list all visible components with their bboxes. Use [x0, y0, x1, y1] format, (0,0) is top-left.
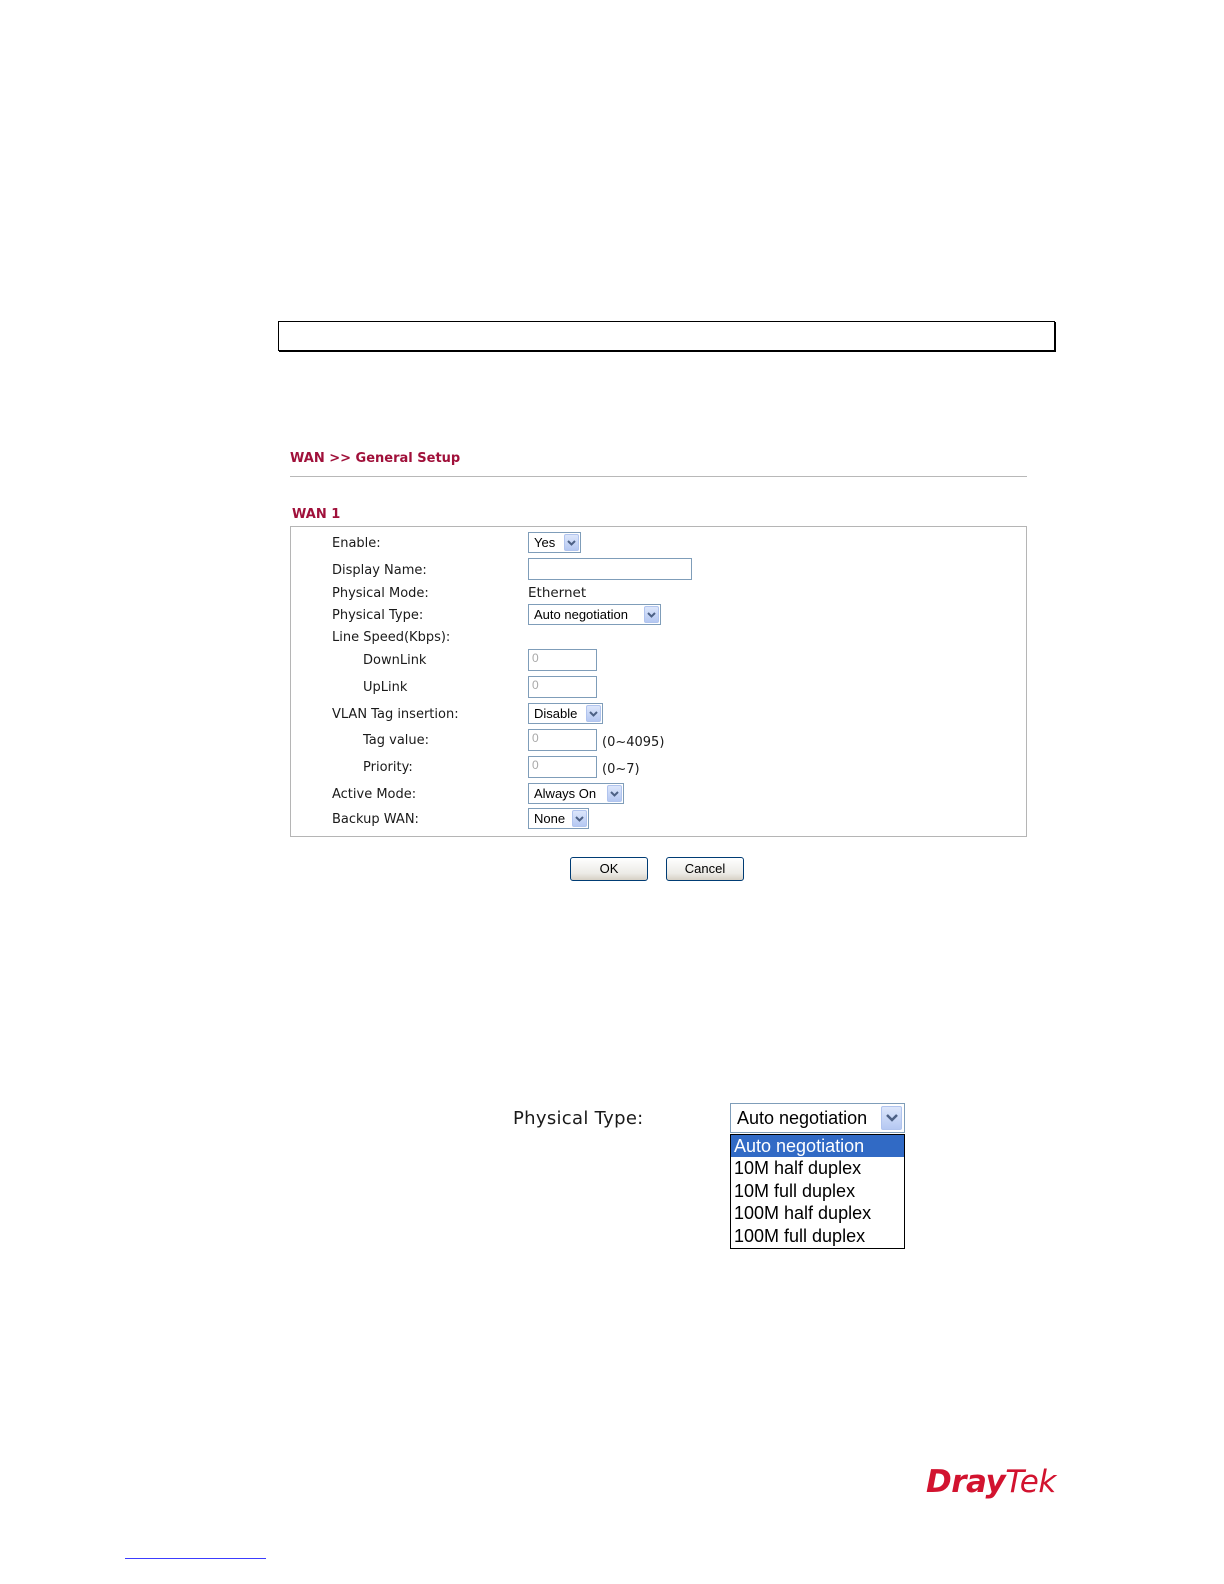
physical-mode-label: Physical Mode:: [332, 586, 429, 601]
priority-input[interactable]: 0: [528, 756, 597, 778]
active-mode-value: Always On: [534, 786, 597, 801]
uplink-label: UpLink: [363, 680, 408, 695]
vlan-tag-value: Disable: [534, 706, 578, 721]
section-title: WAN 1: [292, 507, 341, 522]
physical-type-value: Auto negotiation: [534, 607, 628, 622]
tag-value-label: Tag value:: [363, 733, 430, 748]
enable-value: Yes: [534, 535, 556, 550]
priority-label: Priority:: [363, 760, 413, 775]
display-name-label: Display Name:: [332, 563, 427, 578]
cancel-button[interactable]: Cancel: [666, 857, 744, 881]
option-100m-full-duplex[interactable]: 100M full duplex: [734, 1225, 866, 1246]
tag-value-hint: (0~4095): [602, 735, 665, 750]
backup-wan-label: Backup WAN:: [332, 812, 419, 827]
enable-label: Enable:: [332, 536, 381, 551]
line-speed-label: Line Speed(Kbps):: [332, 630, 451, 645]
chevron-down-icon: [644, 606, 659, 623]
backup-wan-value: None: [534, 811, 566, 826]
physical-mode-value: Ethernet: [528, 585, 587, 601]
vlan-tag-label: VLAN Tag insertion:: [332, 707, 459, 722]
option-auto-negotiation[interactable]: Auto negotiation: [731, 1135, 904, 1157]
tag-value-input[interactable]: 0: [528, 729, 597, 751]
downlink-input[interactable]: 0: [528, 649, 597, 671]
ok-button[interactable]: OK: [570, 857, 648, 881]
header-divider: [290, 476, 1027, 477]
logo-part2: Tek: [1005, 1464, 1056, 1500]
physical-type-options: [730, 1134, 905, 1249]
chevron-down-icon: [586, 705, 601, 722]
option-100m-half-duplex[interactable]: 100M half duplex: [734, 1203, 872, 1224]
vlan-tag-select[interactable]: [528, 703, 603, 724]
logo-part1: Dray: [926, 1464, 1006, 1500]
uplink-input[interactable]: 0: [528, 676, 597, 698]
active-mode-label: Active Mode:: [332, 787, 417, 802]
display-name-input[interactable]: [528, 558, 692, 580]
backup-wan-select[interactable]: [528, 808, 589, 829]
physical-type-dropdown[interactable]: [730, 1103, 905, 1133]
chevron-down-icon: [881, 1106, 902, 1130]
breadcrumb: WAN >> General Setup: [290, 451, 461, 466]
dropdown-demo-label: Physical Type:: [513, 1108, 644, 1129]
downlink-label: DownLink: [363, 653, 427, 668]
option-10m-full-duplex[interactable]: 10M full duplex: [734, 1180, 856, 1201]
option-10m-half-duplex[interactable]: 10M half duplex: [734, 1158, 862, 1179]
physical-type-label: Physical Type:: [332, 608, 424, 623]
physical-type-dropdown-value: Auto negotiation: [737, 1108, 868, 1128]
priority-hint: (0~7): [602, 762, 640, 777]
active-mode-select[interactable]: [528, 783, 624, 804]
caption-box: [278, 321, 1055, 351]
chevron-down-icon: [607, 785, 622, 802]
physical-type-select[interactable]: [528, 604, 661, 625]
draytek-logo: [926, 1464, 1056, 1500]
enable-select[interactable]: [528, 532, 581, 553]
chevron-down-icon: [564, 534, 579, 551]
footer-link-underline: [125, 1558, 266, 1559]
chevron-down-icon: [572, 810, 587, 827]
